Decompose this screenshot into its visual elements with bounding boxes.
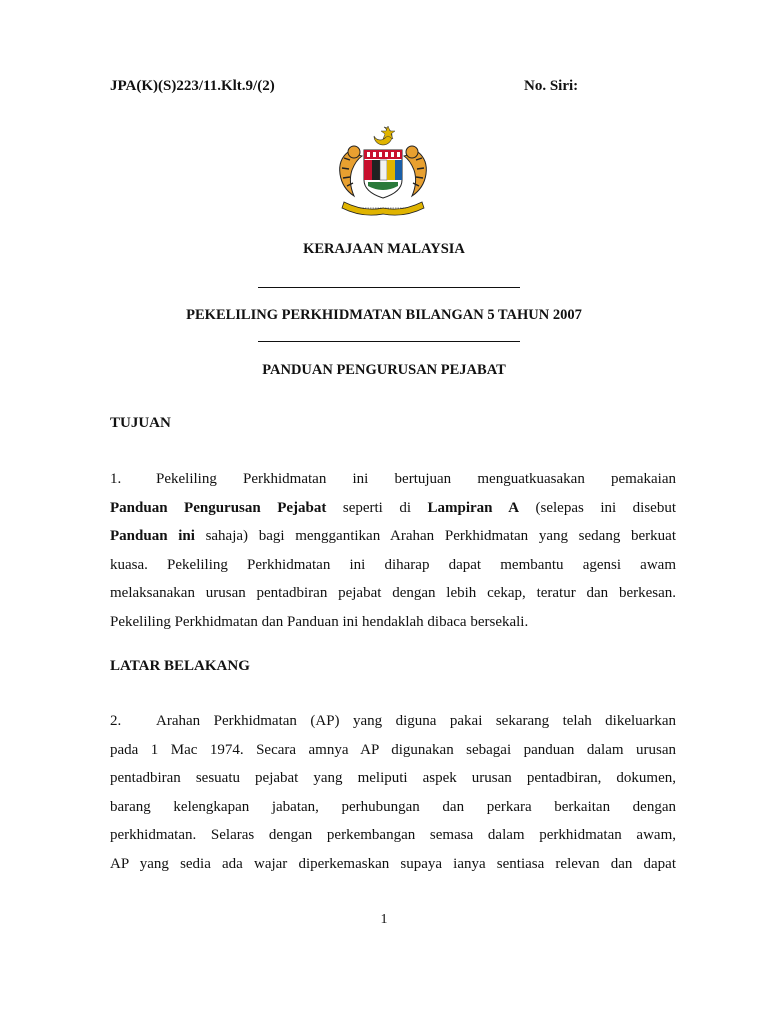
paragraph-line: AP yang sedia ada wajar diperkemaskan supaya ianya sentiasa relevan dan dapat <box>110 855 676 872</box>
bold-text: Panduan Pengurusan Pejabat <box>110 499 327 516</box>
paragraph-number: 1. <box>110 471 122 487</box>
paragraph-1 <box>110 465 676 636</box>
paragraph-line: barang kelengkapan jabatan, perhubungan dan perkara berkaitan dengan <box>110 798 676 815</box>
paragraph-line: perkhidmatan. Selaras dengan perkembangan semasa dalam perkhidmatan awam, <box>110 827 676 843</box>
bold-text: Lampiran A <box>427 499 520 516</box>
text-span: Arahan Perkhidmatan (AP) yang diguna pakai sekarang telah dikeluarkan <box>156 713 676 729</box>
section-heading-tujuan: TUJUAN <box>110 415 171 431</box>
paragraph-2 <box>110 707 676 878</box>
paragraph-line: pada 1 Mac 1974. Secara amnya AP digunakan sebagai panduan dalam urusan <box>110 741 676 758</box>
government-title: KERAJAAN MALAYSIA <box>303 241 465 257</box>
text-span: seperti di <box>326 499 428 516</box>
text-span: Pekeliling Perkhidmatan ini bertujuan menguatkuasakan pemakaian <box>156 471 676 487</box>
paragraph-number: 2. <box>110 713 122 729</box>
paragraph-line: melaksanakan urusan pentadbiran pejabat dengan lebih cekap, teratur dan berkesan. <box>110 585 676 601</box>
paragraph-line: pentadbiran sesuatu pejabat yang meliputi aspek urusan pentadbiran, dokumen, <box>110 770 676 786</box>
page-number: 1 <box>380 912 388 927</box>
paragraph-line <box>110 494 676 523</box>
paragraph-line: kuasa. Pekeliling Perkhidmatan ini diharap dapat membantu agensi awam <box>110 556 676 573</box>
section-heading-latar-belakang: LATAR BELAKANG <box>110 658 250 674</box>
text-span: (selepas ini disebut <box>519 499 676 516</box>
serial-number-label: No. Siri: <box>524 78 579 94</box>
title-divider-top <box>258 287 520 288</box>
malaysia-coat-of-arms-icon <box>330 122 436 216</box>
reference-number: JPA(K)(S)223/11.Klt.9/(2) <box>110 78 275 94</box>
title-divider-bottom <box>258 341 520 342</box>
paragraph-line <box>110 707 676 736</box>
circular-title: PEKELILING PERKHIDMATAN BILANGAN 5 TAHUN 2007 <box>186 307 582 323</box>
paragraph-line: Pekeliling Perkhidmatan dan Panduan ini hendaklah dibaca bersekali. <box>110 613 529 630</box>
bold-text: Panduan ini <box>110 528 195 544</box>
subject-title: PANDUAN PENGURUSAN PEJABAT <box>262 362 506 378</box>
paragraph-line <box>110 522 676 551</box>
paragraph-line <box>110 465 676 494</box>
text-span: sahaja) bagi menggantikan Arahan Perkhidmatan yang sedang berkuat <box>194 528 676 544</box>
